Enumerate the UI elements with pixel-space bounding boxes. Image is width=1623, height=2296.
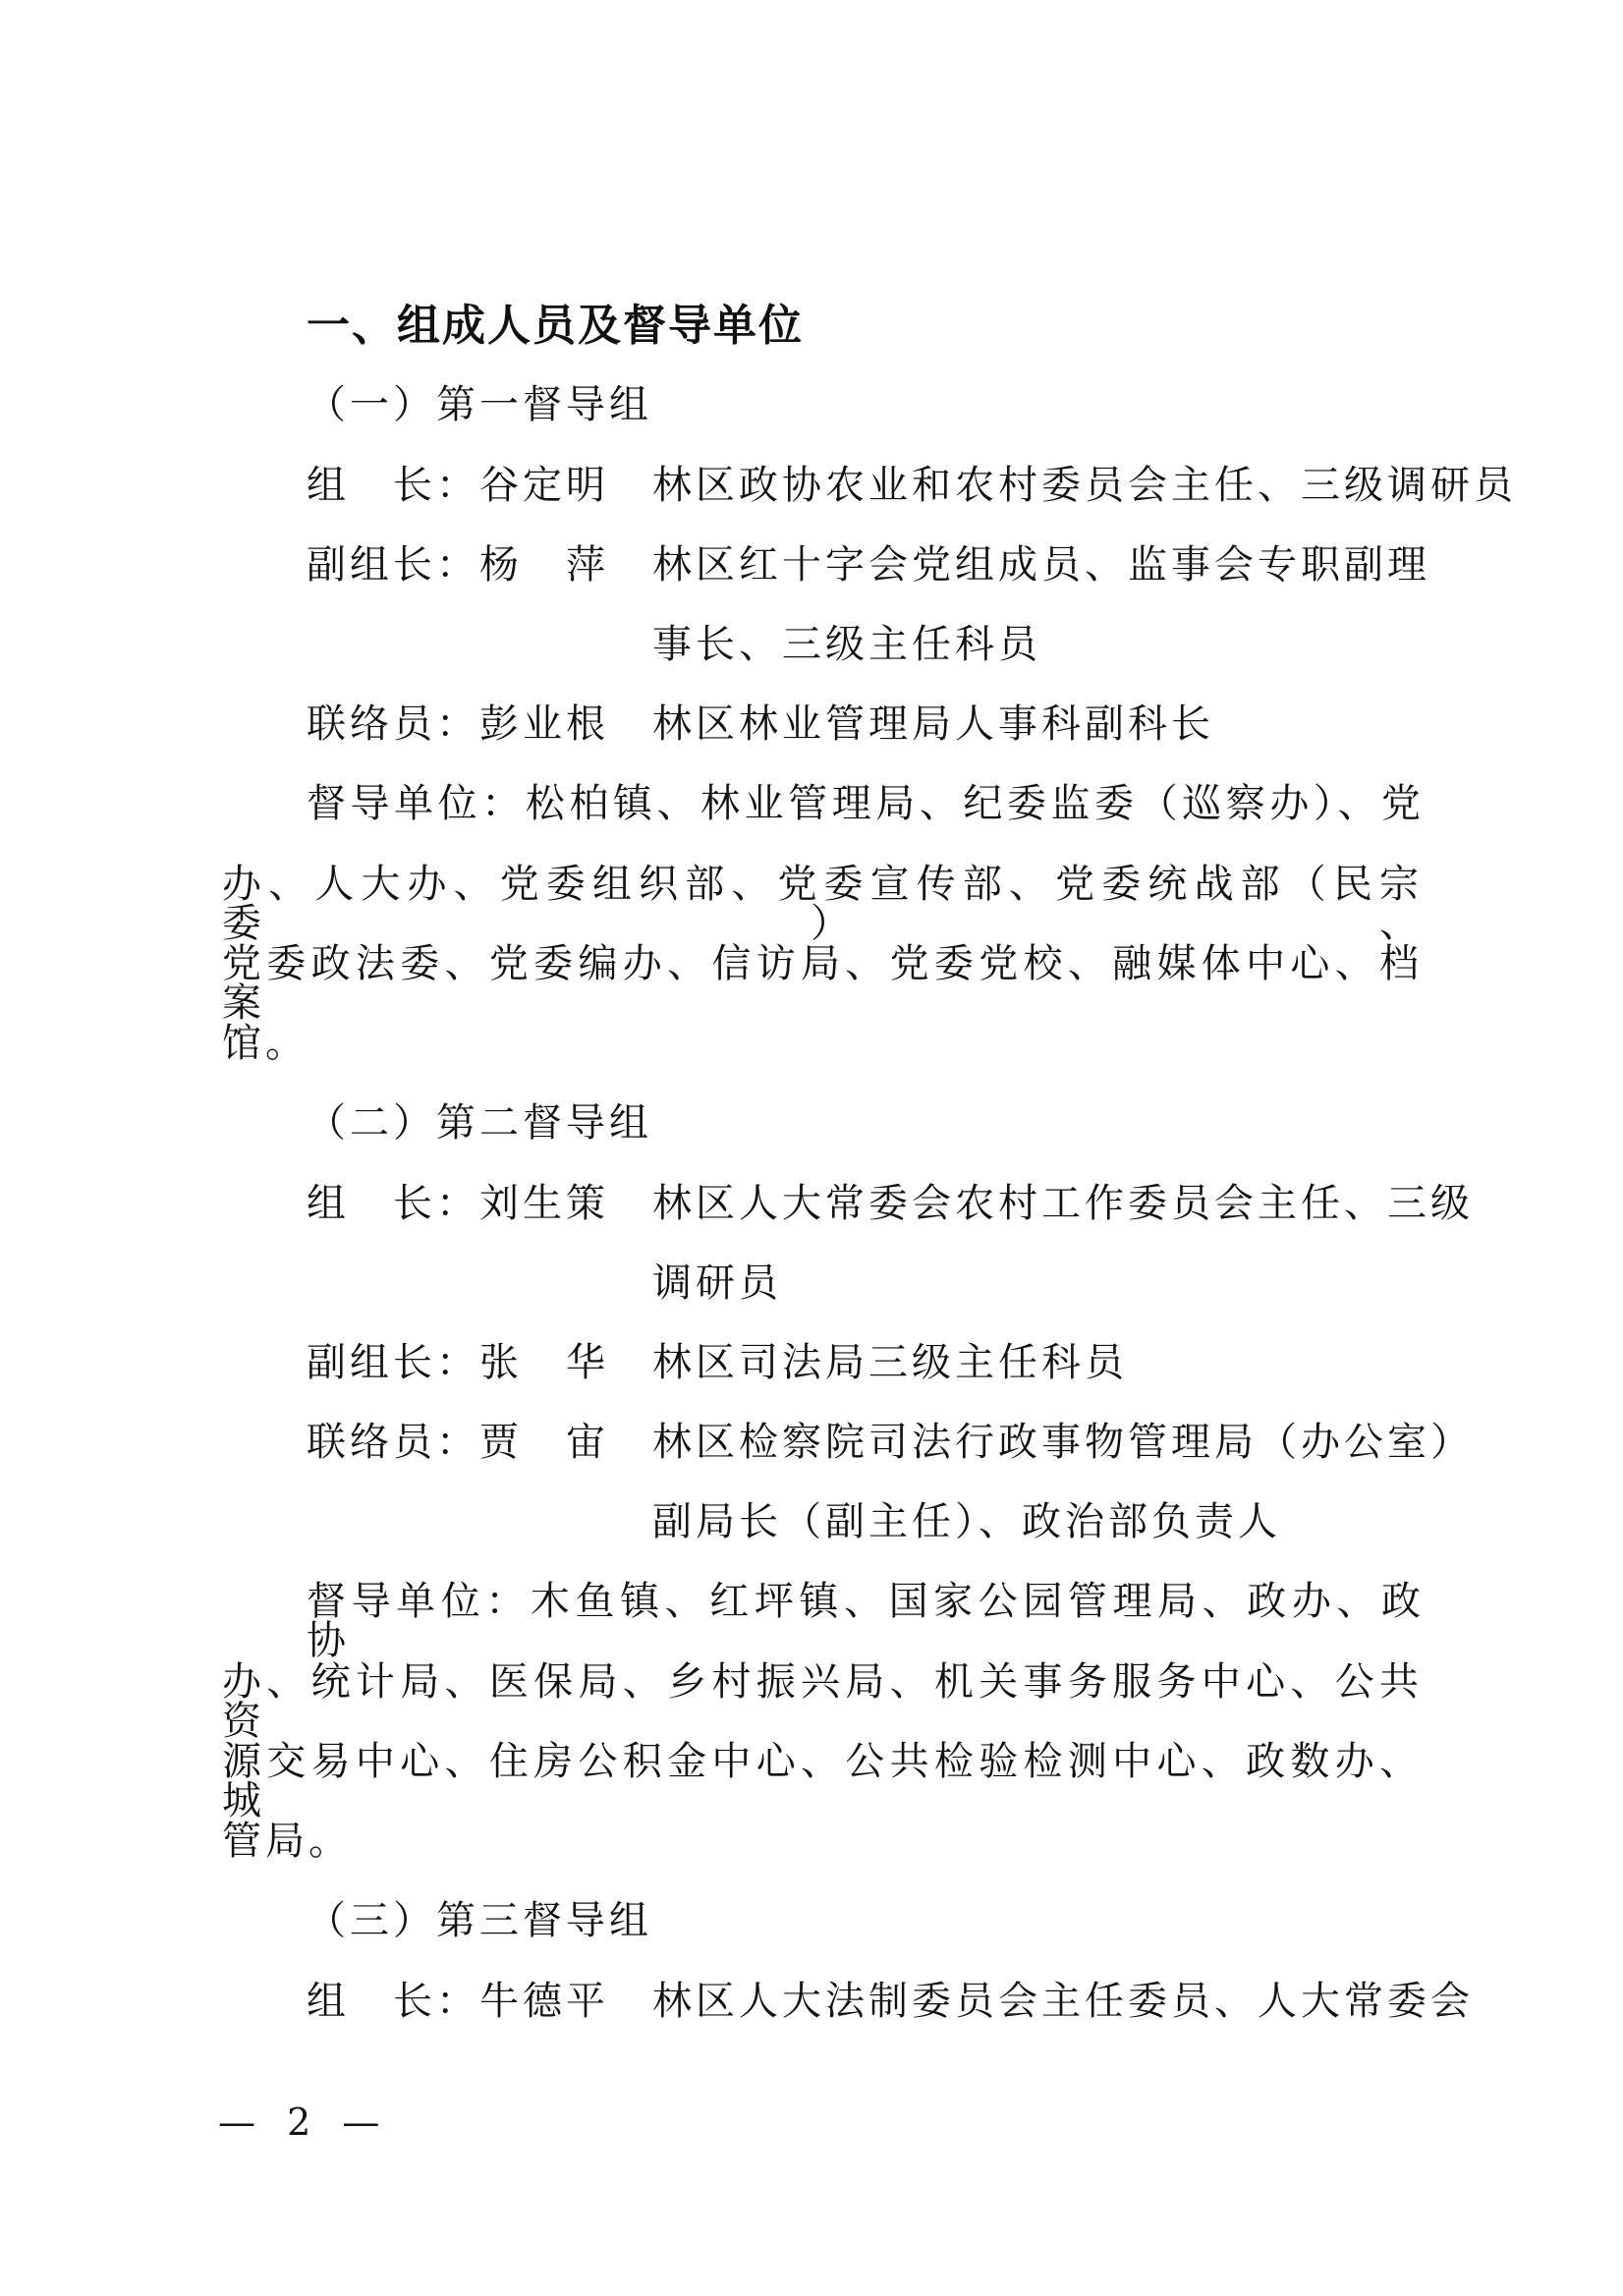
group-2-deputy-label: 副组长： [307, 1340, 479, 1385]
page-number: — 2 — [218, 2100, 390, 2144]
group-1-deputy-label: 副组长： [307, 542, 479, 588]
group-1-units-line4: 馆。 [222, 1021, 308, 1066]
group-2-deputy-position: 林区司法局三级主任科员 [652, 1340, 1128, 1385]
group-1-deputy-name: 杨 萍 [479, 542, 609, 588]
group-2-liaison-position-line2: 副局长（副主任）、政治部负责人 [652, 1499, 1281, 1544]
group-2-title: （二）第二督导组 [307, 1100, 652, 1146]
group-3-leader-name: 牛德平 [479, 1979, 609, 2024]
group-2-units-line3: 源交易中心、住房公积金中心、公共检验检测中心、政数办、城 [222, 1739, 1423, 1823]
group-2-leader-name: 刘生策 [479, 1181, 609, 1226]
group-1-title: （一）第一督导组 [307, 382, 652, 427]
group-1-units-line1: 督导单位：松柏镇、林业管理局、纪委监委（巡察办）、党 [307, 781, 1425, 826]
group-1-deputy-position-line1: 林区红十字会党组成员、监事会专职副理 [652, 542, 1430, 588]
group-1-leader-name: 谷定明 [479, 463, 609, 508]
group-2-liaison-position-line1: 林区检察院司法行政事物管理局（办公室） [652, 1420, 1474, 1465]
group-2-deputy-name: 张 华 [479, 1340, 609, 1385]
group-1-liaison-label: 联络员： [307, 701, 479, 747]
group-2-leader-position-line1: 林区人大常委会农村工作委员会主任、三级 [652, 1181, 1474, 1226]
group-1-deputy-position-line2: 事长、三级主任科员 [652, 622, 1041, 667]
section-heading: 一、组成人员及督导单位 [307, 301, 804, 351]
group-2-liaison-label: 联络员： [307, 1420, 479, 1465]
group-3-leader-label: 组 长： [307, 1979, 479, 2024]
group-1-leader-position: 林区政协农业和农村委员会主任、三级调研员 [652, 463, 1517, 508]
group-2-units-line2: 办、统计局、医保局、乡村振兴局、机关事务服务中心、公共资 [222, 1659, 1423, 1744]
group-3-leader-position: 林区人大法制委员会主任委员、人大常委会 [652, 1979, 1474, 2024]
group-1-units-line2: 办、人大办、党委组织部、党委宣传部、党委统战部（民宗委）、 [222, 862, 1423, 946]
group-2-leader-label: 组 长： [307, 1181, 479, 1226]
group-2-liaison-name: 贾 宙 [479, 1420, 609, 1465]
group-2-units-line4: 管局。 [222, 1819, 352, 1864]
group-2-units-line1: 督导单位：木鱼镇、红坪镇、国家公园管理局、政办、政协 [307, 1579, 1425, 1663]
group-1-units-line3: 党委政法委、党委编办、信访局、党委党校、融媒体中心、档案 [222, 941, 1423, 1026]
group-3-title: （三）第三督导组 [307, 1898, 652, 1943]
group-1-leader-label: 组 长： [307, 463, 479, 508]
group-2-leader-position-line2: 调研员 [652, 1260, 782, 1306]
group-1-liaison-name: 彭业根 [479, 701, 609, 747]
group-1-liaison-position: 林区林业管理局人事科副科长 [652, 701, 1214, 747]
